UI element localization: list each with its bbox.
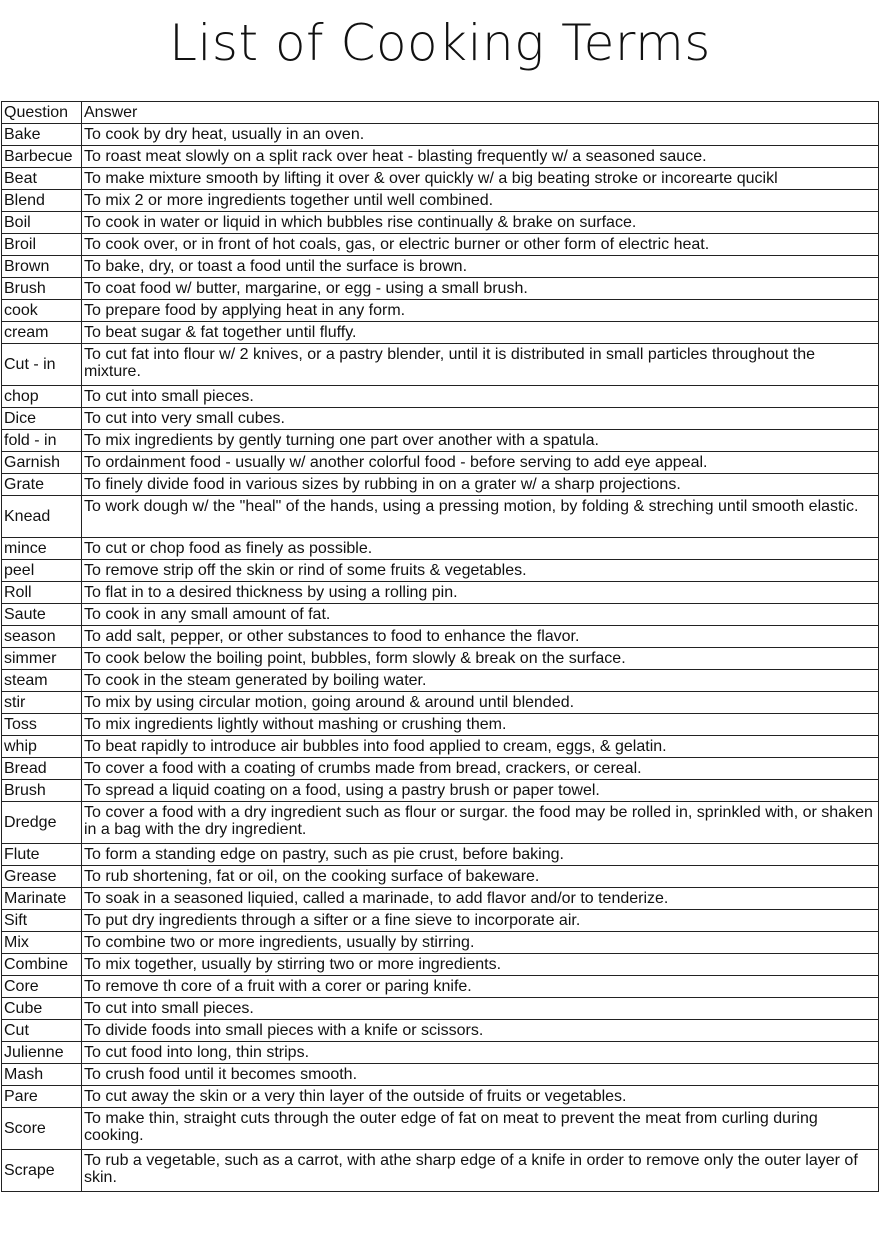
term-cell: Grate (2, 474, 82, 496)
definition-cell: To cut into very small cubes. (82, 408, 879, 430)
term-cell: simmer (2, 648, 82, 670)
term-cell: Roll (2, 582, 82, 604)
term-cell: Julienne (2, 1042, 82, 1064)
term-cell: Beat (2, 168, 82, 190)
term-cell: Grease (2, 866, 82, 888)
table-row (2, 538, 879, 560)
table-row (2, 736, 879, 758)
table-row (2, 256, 879, 278)
definition-cell: To form a standing edge on pastry, such as pie crust, before baking. (82, 844, 879, 866)
term-cell: stir (2, 692, 82, 714)
definition-cell: To combine two or more ingredients, usually by stirring. (82, 932, 879, 954)
table-row (2, 888, 879, 910)
table-row (2, 1042, 879, 1064)
definition-cell: To cook over, or in front of hot coals, gas, or electric burner or other form of electric heat. (82, 234, 879, 256)
definition-cell: To mix ingredients lightly without mashing or crushing them. (82, 714, 879, 736)
table-row (2, 386, 879, 408)
definition-cell: To cut fat into flour w/ 2 knives, or a pastry blender, until it is distributed in small particles throughout the mixture. (82, 344, 879, 386)
table-row (2, 212, 879, 234)
definition-cell: To beat rapidly to introduce air bubbles into food applied to cream, eggs, & gelatin. (82, 736, 879, 758)
definition-cell: To put dry ingredients through a sifter or a fine sieve to incorporate air. (82, 910, 879, 932)
definition-cell: To bake, dry, or toast a food until the surface is brown. (82, 256, 879, 278)
definition-cell: To ordainment food - usually w/ another colorful food - before serving to add eye appeal. (82, 452, 879, 474)
table-row (2, 234, 879, 256)
cooking-terms-table (1, 101, 879, 1192)
term-cell: Sift (2, 910, 82, 932)
definition-cell: To divide foods into small pieces with a knife or scissors. (82, 1020, 879, 1042)
definition-cell: To remove strip off the skin or rind of some fruits & vegetables. (82, 560, 879, 582)
term-cell: Bake (2, 124, 82, 146)
term-cell: Cut - in (2, 344, 82, 386)
definition-cell: To crush food until it becomes smooth. (82, 1064, 879, 1086)
definition-cell: To rub a vegetable, such as a carrot, with athe sharp edge of a knife in order to remove only the outer layer of skin. (82, 1150, 879, 1192)
term-cell: Mix (2, 932, 82, 954)
table-row (2, 300, 879, 322)
definition-cell: To cook in water or liquid in which bubbles rise continually & brake on surface. (82, 212, 879, 234)
term-cell: Core (2, 976, 82, 998)
definition-cell: To cut or chop food as finely as possible. (82, 538, 879, 560)
column-header-answer: Answer (82, 102, 879, 124)
table-row (2, 692, 879, 714)
table-row (2, 1108, 879, 1150)
table-row (2, 474, 879, 496)
definition-cell: To finely divide food in various sizes by rubbing in on a grater w/ a sharp projections. (82, 474, 879, 496)
table-row (2, 278, 879, 300)
table-row (2, 976, 879, 998)
table-row (2, 802, 879, 844)
term-cell: cream (2, 322, 82, 344)
column-header-question: Question (2, 102, 82, 124)
term-cell: Boil (2, 212, 82, 234)
term-cell: Garnish (2, 452, 82, 474)
term-cell: Flute (2, 844, 82, 866)
definition-cell: To cut food into long, thin strips. (82, 1042, 879, 1064)
table-header-row (2, 102, 879, 124)
term-cell: Blend (2, 190, 82, 212)
table-row (2, 322, 879, 344)
term-cell: whip (2, 736, 82, 758)
table-row (2, 954, 879, 976)
term-cell: Barbecue (2, 146, 82, 168)
table-row (2, 344, 879, 386)
table-row (2, 560, 879, 582)
table-row (2, 670, 879, 692)
table-row (2, 714, 879, 736)
definition-cell: To cover a food with a dry ingredient such as flour or surgar. the food may be rolled in, sprinkled with, or shaken in a bag with the dry ingredient. (82, 802, 879, 844)
table-row (2, 648, 879, 670)
table-row (2, 582, 879, 604)
table-row (2, 1064, 879, 1086)
definition-cell: To add salt, pepper, or other substances to food to enhance the flavor. (82, 626, 879, 648)
table-row (2, 844, 879, 866)
table-row (2, 146, 879, 168)
term-cell: Cut (2, 1020, 82, 1042)
term-cell: Pare (2, 1086, 82, 1108)
definition-cell: To cook in the steam generated by boiling water. (82, 670, 879, 692)
table-row (2, 168, 879, 190)
term-cell: steam (2, 670, 82, 692)
table-body (2, 124, 879, 1192)
term-cell: mince (2, 538, 82, 560)
term-cell: peel (2, 560, 82, 582)
term-cell: Dredge (2, 802, 82, 844)
page-title: List of Cooking Terms (169, 14, 711, 72)
table-row (2, 780, 879, 802)
term-cell: Mash (2, 1064, 82, 1086)
term-cell: Toss (2, 714, 82, 736)
term-cell: Brush (2, 278, 82, 300)
term-cell: season (2, 626, 82, 648)
table-row (2, 1020, 879, 1042)
term-cell: Broil (2, 234, 82, 256)
term-cell: Brush (2, 780, 82, 802)
term-cell: cook (2, 300, 82, 322)
definition-cell: To work dough w/ the "heal" of the hands, using a pressing motion, by folding & streching until smooth elastic. (82, 496, 879, 538)
definition-cell: To prepare food by applying heat in any form. (82, 300, 879, 322)
table-row (2, 626, 879, 648)
term-cell: Marinate (2, 888, 82, 910)
table-row (2, 910, 879, 932)
table-row (2, 998, 879, 1020)
table-row (2, 452, 879, 474)
term-cell: fold - in (2, 430, 82, 452)
table-row (2, 124, 879, 146)
definition-cell: To cut away the skin or a very thin layer of the outside of fruits or vegetables. (82, 1086, 879, 1108)
definition-cell: To mix by using circular motion, going around & around until blended. (82, 692, 879, 714)
definition-cell: To remove th core of a fruit with a corer or paring knife. (82, 976, 879, 998)
definition-cell: To flat in to a desired thickness by using a rolling pin. (82, 582, 879, 604)
definition-cell: To cook by dry heat, usually in an oven. (82, 124, 879, 146)
table-row (2, 758, 879, 780)
definition-cell: To cut into small pieces. (82, 998, 879, 1020)
term-cell: chop (2, 386, 82, 408)
definition-cell: To cook below the boiling point, bubbles, form slowly & break on the surface. (82, 648, 879, 670)
term-cell: Combine (2, 954, 82, 976)
term-cell: Bread (2, 758, 82, 780)
term-cell: Scrape (2, 1150, 82, 1192)
definition-cell: To make mixture smooth by lifting it over & over quickly w/ a big beating stroke or incorearte qucikl (82, 168, 879, 190)
table-row (2, 932, 879, 954)
table-row (2, 430, 879, 452)
term-cell: Cube (2, 998, 82, 1020)
term-cell: Brown (2, 256, 82, 278)
table-row (2, 1086, 879, 1108)
term-cell: Score (2, 1108, 82, 1150)
term-cell: Saute (2, 604, 82, 626)
table-row (2, 190, 879, 212)
table-row (2, 1150, 879, 1192)
definition-cell: To cut into small pieces. (82, 386, 879, 408)
definition-cell: To soak in a seasoned liquied, called a marinade, to add flavor and/or to tenderize. (82, 888, 879, 910)
table-row (2, 604, 879, 626)
definition-cell: To mix together, usually by stirring two or more ingredients. (82, 954, 879, 976)
definition-cell: To cover a food with a coating of crumbs made from bread, crackers, or cereal. (82, 758, 879, 780)
term-cell: Dice (2, 408, 82, 430)
definition-cell: To cook in any small amount of fat. (82, 604, 879, 626)
table-row (2, 408, 879, 430)
definition-cell: To mix ingredients by gently turning one part over another with a spatula. (82, 430, 879, 452)
table-row (2, 496, 879, 538)
definition-cell: To mix 2 or more ingredients together until well combined. (82, 190, 879, 212)
definition-cell: To beat sugar & fat together until fluffy. (82, 322, 879, 344)
definition-cell: To coat food w/ butter, margarine, or egg - using a small brush. (82, 278, 879, 300)
definition-cell: To make thin, straight cuts through the outer edge of fat on meat to prevent the meat from curling during cooking. (82, 1108, 879, 1150)
definition-cell: To roast meat slowly on a split rack over heat - blasting frequently w/ a seasoned sauce. (82, 146, 879, 168)
table-row (2, 866, 879, 888)
definition-cell: To spread a liquid coating on a food, using a pastry brush or paper towel. (82, 780, 879, 802)
definition-cell: To rub shortening, fat or oil, on the cooking surface of bakeware. (82, 866, 879, 888)
term-cell: Knead (2, 496, 82, 538)
